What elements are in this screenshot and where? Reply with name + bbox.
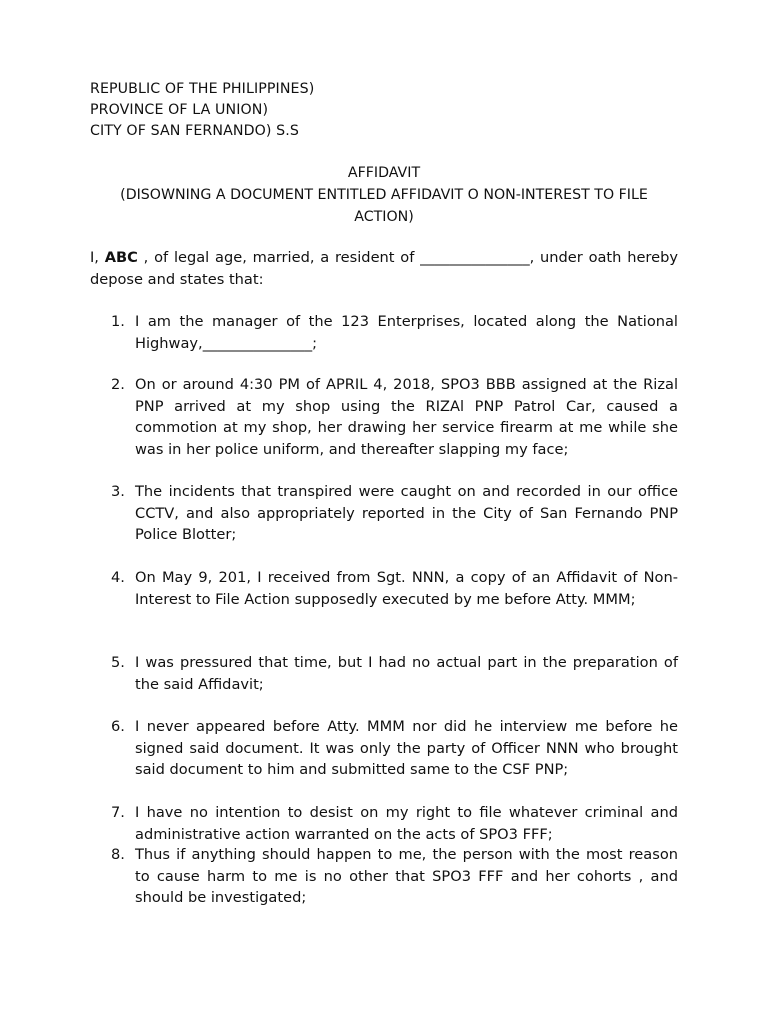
list-item xyxy=(111,844,678,909)
intro-text: , of legal age, married, a resident of _______________, under oath hereby depose and states that: xyxy=(90,249,678,288)
item-text: On May 9, 201, I received from Sgt. NNN, a copy of an Affidavit of Non-Interest to File Action supposedly executed by me before Atty. MMM; xyxy=(135,569,678,608)
list-item xyxy=(111,481,678,546)
list-item xyxy=(111,716,678,781)
venue-line: PROVINCE OF LA UNION) xyxy=(90,102,269,118)
venue-block xyxy=(90,79,314,142)
affiant-name: ABC xyxy=(104,249,138,266)
document-title xyxy=(90,162,678,228)
item-number: 7. xyxy=(111,804,125,821)
list-item xyxy=(111,802,678,845)
item-text: I never appeared before Atty. MMM nor did he interview me before he signed said document. It was only the party of Officer NNN who brought said document to him and submitted same to the CSF PNP; xyxy=(135,718,678,779)
item-number: 4. xyxy=(111,569,125,586)
list-item xyxy=(111,567,678,610)
title-subheading: (DISOWNING A DOCUMENT ENTITLED AFFIDAVIT O NON-INTEREST TO FILE ACTION) xyxy=(120,187,648,225)
item-number: 2. xyxy=(111,376,125,393)
item-text: I am the manager of the 123 Enterprises, located along the National Highway,_______________; xyxy=(135,313,678,352)
item-text: I have no intention to desist on my right to file whatever criminal and administrative action warranted on the acts of SPO3 FFF; xyxy=(135,804,678,843)
venue-line: CITY OF SAN FERNANDO) S.S xyxy=(90,123,299,139)
list-item xyxy=(111,374,678,460)
item-number: 8. xyxy=(111,846,125,863)
intro-paragraph xyxy=(90,247,678,291)
venue-line: REPUBLIC OF THE PHILIPPINES) xyxy=(90,81,315,97)
list-item xyxy=(111,311,678,354)
item-text: Thus if anything should happen to me, the person with the most reason to cause harm to me is no other that SPO3 FFF and her cohorts , and should be investigated; xyxy=(135,846,678,907)
item-number: 1. xyxy=(111,313,125,330)
item-text: The incidents that transpired were caught on and recorded in our office CCTV, and also appropriately reported in the City of San Fernando PNP Police Blotter; xyxy=(135,483,678,544)
item-number: 3. xyxy=(111,483,125,500)
list-item xyxy=(111,652,678,695)
item-number: 5. xyxy=(111,654,125,671)
item-number: 6. xyxy=(111,718,125,735)
intro-prefix: I, xyxy=(90,249,105,266)
item-text: I was pressured that time, but I had no actual part in the preparation of the said Affidavit; xyxy=(135,654,678,693)
title-heading: AFFIDAVIT xyxy=(347,165,421,181)
item-text: On or around 4:30 PM of APRIL 4, 2018, SPO3 BBB assigned at the Rizal PNP arrived at my shop using the RIZAl PNP Patrol Car, caused a commotion at my shop, her drawing her service firearm at me while she was in her police uniform, and thereafter slapping my face; xyxy=(135,376,678,458)
